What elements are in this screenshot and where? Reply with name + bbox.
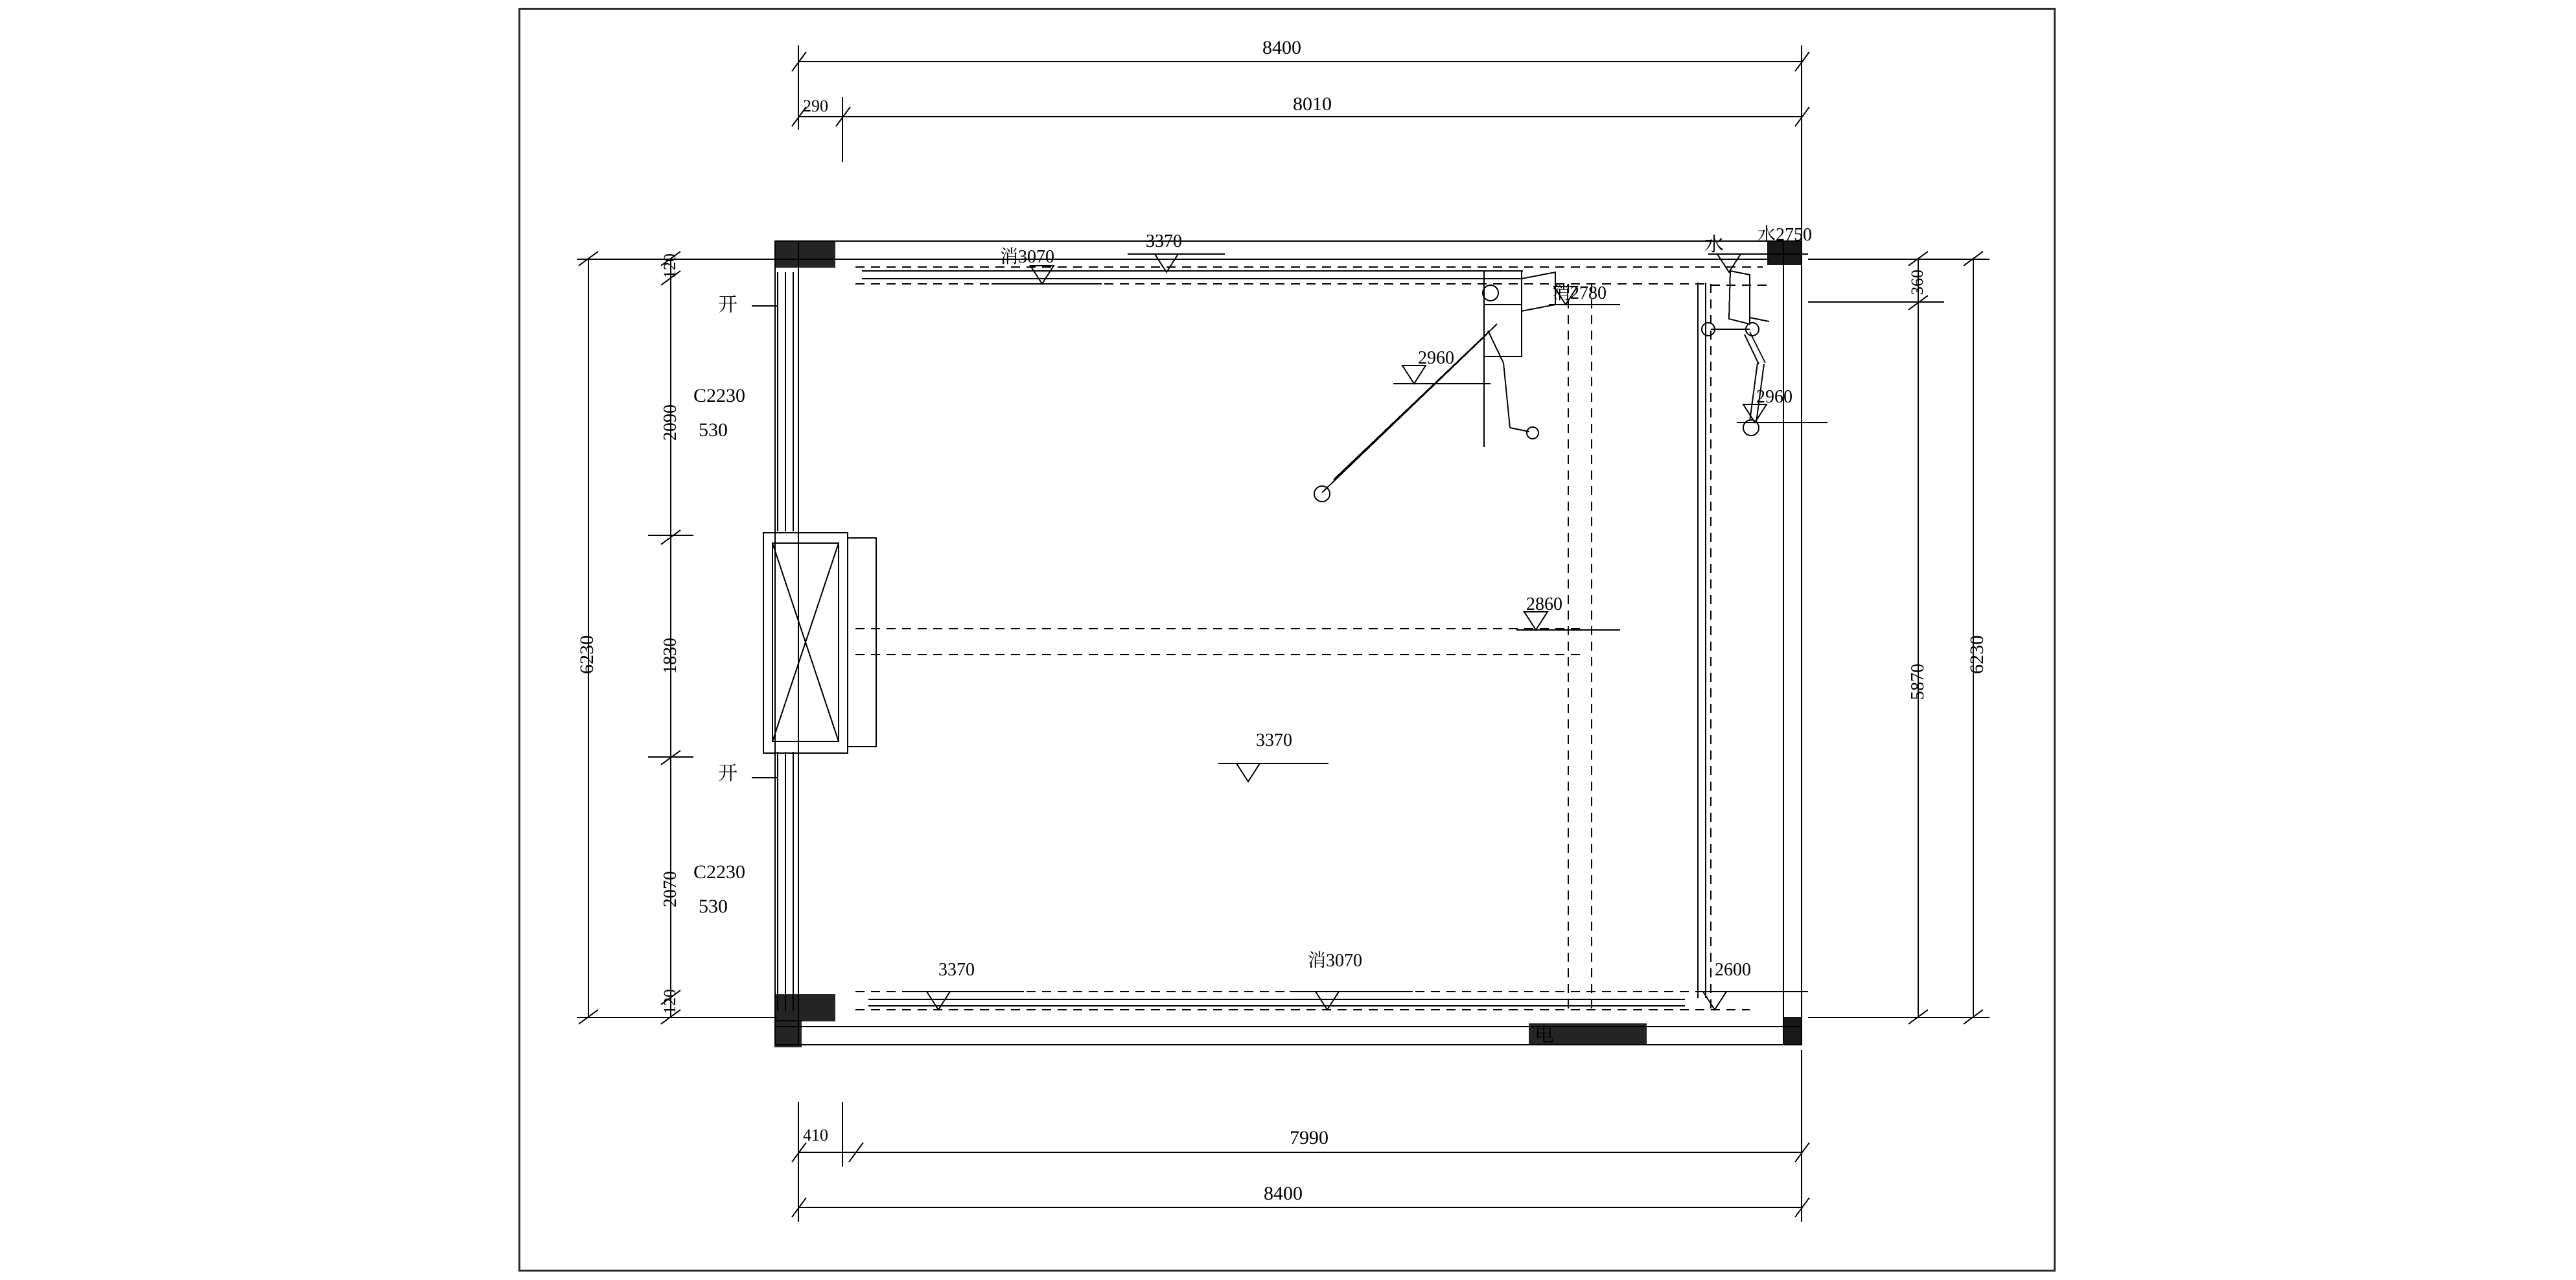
dim-left-seg-3: 1830 [660,638,680,674]
dim-bottom-left-small: 410 [803,1126,828,1145]
elev-2860: 2860 [1526,594,1562,614]
label-window-bottom-height: 530 [699,896,728,917]
dim-top-left-small: 290 [803,97,828,115]
label-window-bottom-code: C2230 [693,861,746,883]
dim-top-outer: 8400 [1262,37,1301,58]
dim-right-outer: 6230 [1966,635,1988,674]
elev-top-left: 消3070 [1000,247,1055,267]
label-window-top-code: C2230 [693,385,746,406]
elev-bottom-mid: 消3070 [1308,951,1363,971]
label-water: 水 [1704,234,1724,255]
elev-xiao-2780: 消2780 [1552,283,1607,303]
elev-top-mid: 3370 [1146,231,1182,251]
dim-left-seg-top: 120 [660,253,679,279]
elev-2600: 2600 [1715,960,1751,980]
dim-top-inner: 8010 [1293,93,1332,115]
label-electric: 电 [1535,1025,1554,1046]
label-open-top: 开 [718,294,737,316]
label-open-bottom: 开 [718,763,737,784]
dim-bottom-outer: 8400 [1264,1183,1303,1204]
elev-2960-right: 2960 [1756,387,1793,407]
dim-left-seg-bottom: 120 [660,989,679,1014]
label-window-top-height: 530 [699,419,728,441]
elev-2960-left: 2960 [1418,348,1454,368]
elev-water: 水2750 [1758,225,1813,245]
dim-left-seg-2: 2090 [660,404,680,441]
dim-right-seg-main: 5870 [1908,664,1928,700]
dim-bottom-inner: 7990 [1290,1127,1329,1148]
elev-bottom-left-3370: 3370 [938,960,975,980]
elev-center-3370: 3370 [1256,730,1292,751]
dim-left-outer: 6230 [576,635,598,674]
dim-right-seg-top: 360 [1908,270,1927,295]
dim-left-seg-4: 2070 [660,871,680,907]
